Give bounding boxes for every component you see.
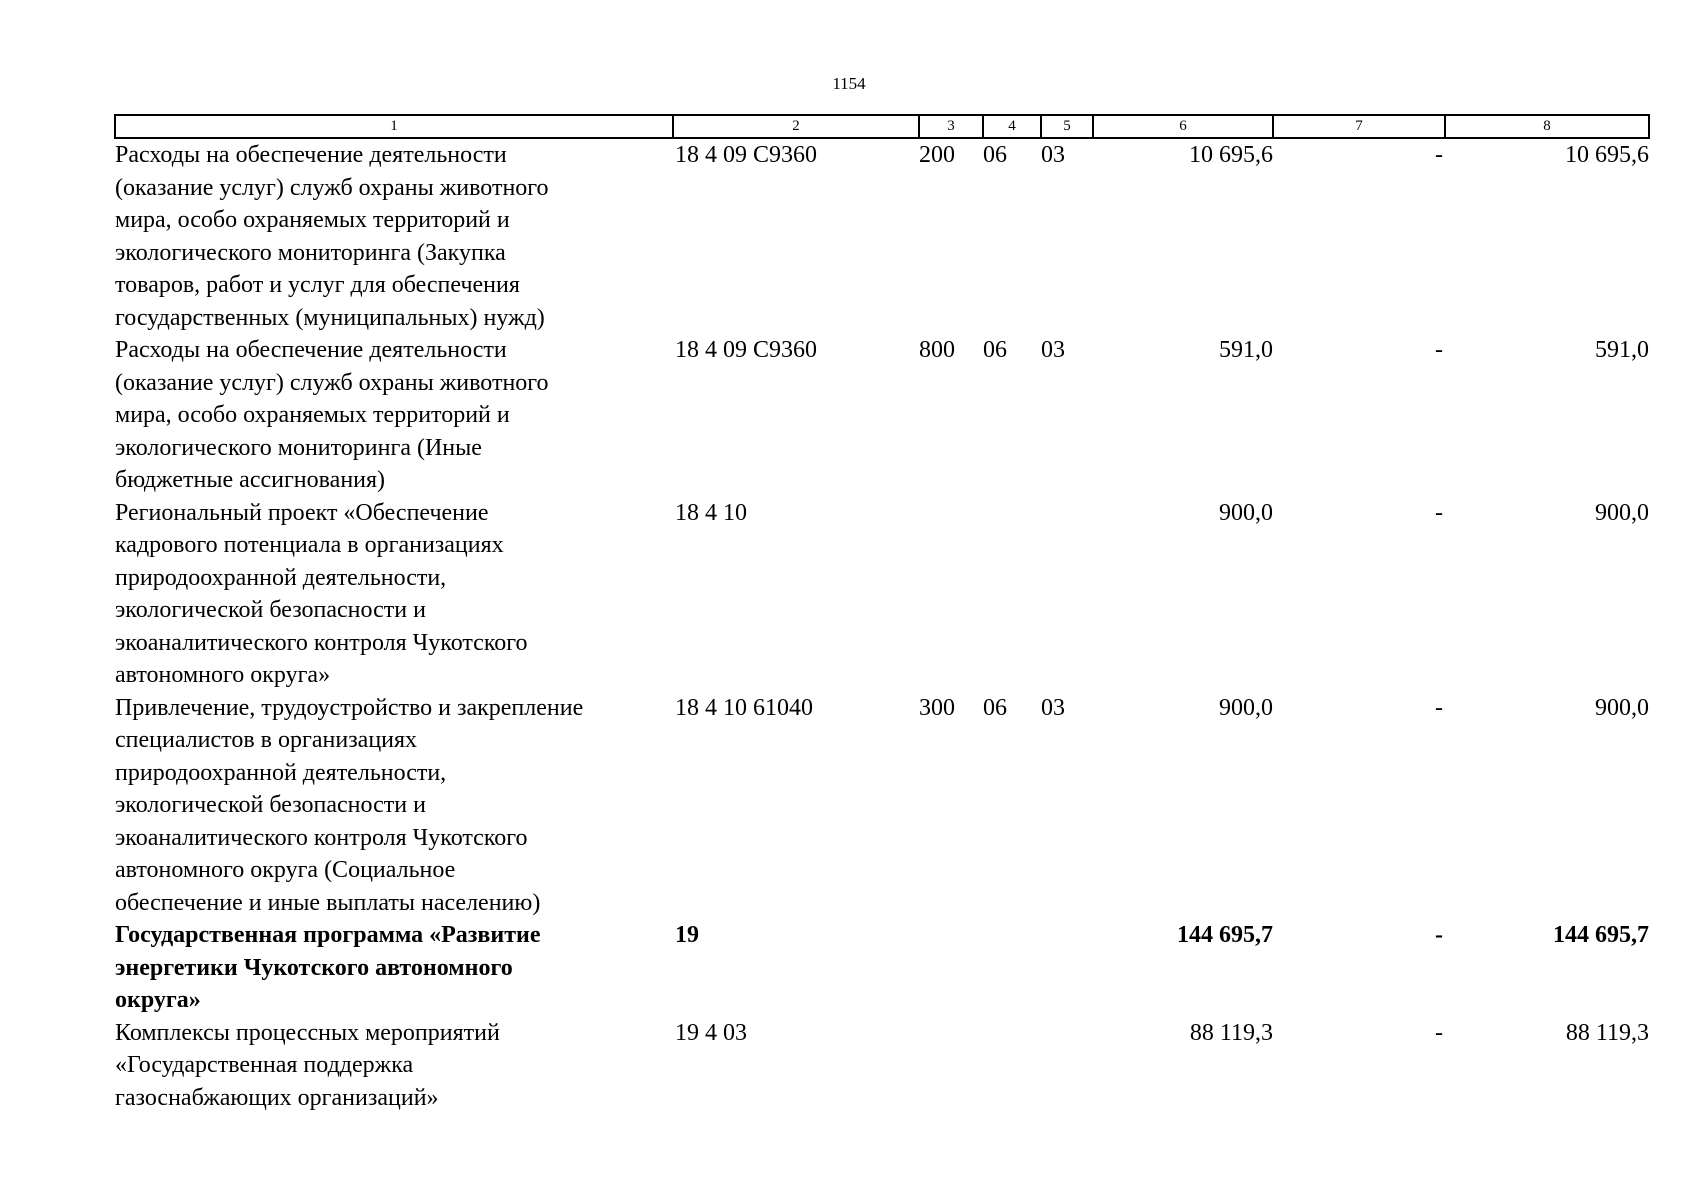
row-name-line: кадрового потенциала в организациях [115,532,504,558]
table-row [115,1017,1649,1115]
table-row [115,497,1649,692]
header-col-5: 5 [1041,115,1093,138]
row-name [115,497,673,692]
row-name [115,692,673,920]
row-name-line: бюджетные ассигнования) [115,467,386,493]
table-row [115,692,1649,920]
row-name-line: энергетики Чукотского автономного [115,954,513,981]
row-subsection: 03 [1041,337,1065,363]
row-name-line: экологической безопасности и [115,792,426,818]
row-amount-federal: - [1435,922,1443,948]
row-amount-regional: 591,0 [1595,337,1649,363]
row-name-line: государственных (муниципальных) нужд) [115,304,545,331]
row-name-line: автономного округа (Социальное [115,857,456,883]
header-col-6: 6 [1093,115,1273,138]
row-name-line: экоаналитического контроля Чукотского [115,629,528,656]
row-expense-type [919,919,983,1017]
row-code: 19 [675,922,699,948]
row-name-line: (оказание услуг) служб охраны животного [115,174,549,201]
row-code: 18 4 10 61040 [675,694,813,721]
row-amount-regional: 900,0 [1595,499,1649,526]
row-name [115,334,673,497]
row-amount-regional: 900,0 [1595,694,1649,721]
row-amount-total: 900,0 [1219,694,1273,721]
row-code: 18 4 10 [675,499,747,526]
row-subsection: 03 [1041,142,1065,168]
row-amount-regional: 10 695,6 [1565,142,1649,168]
table-body [115,138,1649,1114]
row-amount-federal: - [1435,694,1443,721]
page-number: 1154 [832,74,866,93]
table-row [115,919,1649,1017]
row-amount-federal: - [1435,1019,1443,1046]
row-name-line: экологического мониторинга (Закупка [115,239,506,266]
row-subsection [1041,497,1093,692]
row-code: 18 4 09 С9360 [675,142,818,168]
row-amount-total: 88 119,3 [1189,1019,1273,1046]
header-col-3: 3 [919,115,983,138]
row-expense-type: 300 [919,694,955,721]
row-amount-total: 10 695,6 [1189,142,1273,168]
row-name-line: Расходы на обеспечение деятельности [115,337,507,363]
header-col-8: 8 [1445,115,1649,138]
budget-table [114,114,1650,1114]
row-name-line: Расходы на обеспечение деятельности [115,142,507,168]
header-col-4: 4 [983,115,1041,138]
row-amount-federal: - [1435,499,1443,526]
row-name-line: природоохранной деятельности, [115,759,447,786]
row-name-line: Государственная программа «Развитие [115,922,541,948]
row-name-line: экологического мониторинга (Иные [115,434,482,461]
row-subsection [1041,1017,1093,1115]
row-name-line: мира, особо охраняемых территорий и [115,402,510,428]
row-amount-total: 900,0 [1219,499,1273,526]
row-section: 06 [983,337,1007,363]
row-section: 06 [983,142,1007,168]
row-amount-federal: - [1435,142,1443,168]
row-subsection: 03 [1041,694,1065,721]
header-col-2: 2 [673,115,919,138]
row-name [115,138,673,334]
row-name-line: Комплексы процессных мероприятий [115,1019,500,1046]
row-name [115,1017,673,1115]
row-code: 19 4 03 [675,1019,747,1046]
row-name-line: товаров, работ и услуг для обеспечения [115,272,520,298]
row-subsection [1041,919,1093,1017]
row-section: 06 [983,694,1007,721]
table-row [115,334,1649,497]
row-name-line: экоаналитического контроля Чукотского [115,824,528,851]
row-section [983,1017,1041,1115]
row-name-line: «Государственная поддержка [115,1052,414,1078]
row-code: 18 4 09 С9360 [675,337,818,363]
row-amount-total: 144 695,7 [1177,922,1273,948]
row-name-line: специалистов в организациях [115,727,418,753]
header-row [115,115,1649,138]
row-amount-regional: 144 695,7 [1553,922,1649,948]
table-header [115,115,1649,138]
row-name-line: Региональный проект «Обеспечение [115,499,489,526]
header-col-7: 7 [1273,115,1445,138]
row-expense-type: 200 [919,142,955,168]
header-col-1: 1 [115,115,673,138]
row-amount-federal: - [1435,337,1443,363]
row-name-line: автономного округа» [115,662,331,688]
row-name-line: (оказание услуг) служб охраны животного [115,369,549,396]
row-name-line: обеспечение и иные выплаты населению) [115,889,541,916]
row-name-line: газоснабжающих организаций» [115,1084,439,1111]
row-name-line: экологической безопасности и [115,597,426,623]
row-expense-type [919,1017,983,1115]
row-name-line: округа» [115,987,201,1013]
row-name [115,919,673,1017]
row-name-line: мира, особо охраняемых территорий и [115,207,510,233]
row-amount-regional: 88 119,3 [1565,1019,1649,1046]
row-expense-type [919,497,983,692]
row-section [983,497,1041,692]
table-row [115,138,1649,334]
row-expense-type: 800 [919,337,955,363]
row-amount-total: 591,0 [1219,337,1273,363]
row-name-line: природоохранной деятельности, [115,564,447,591]
row-name-line: Привлечение, трудоустройство и закрепление [115,694,584,721]
row-section [983,919,1041,1017]
